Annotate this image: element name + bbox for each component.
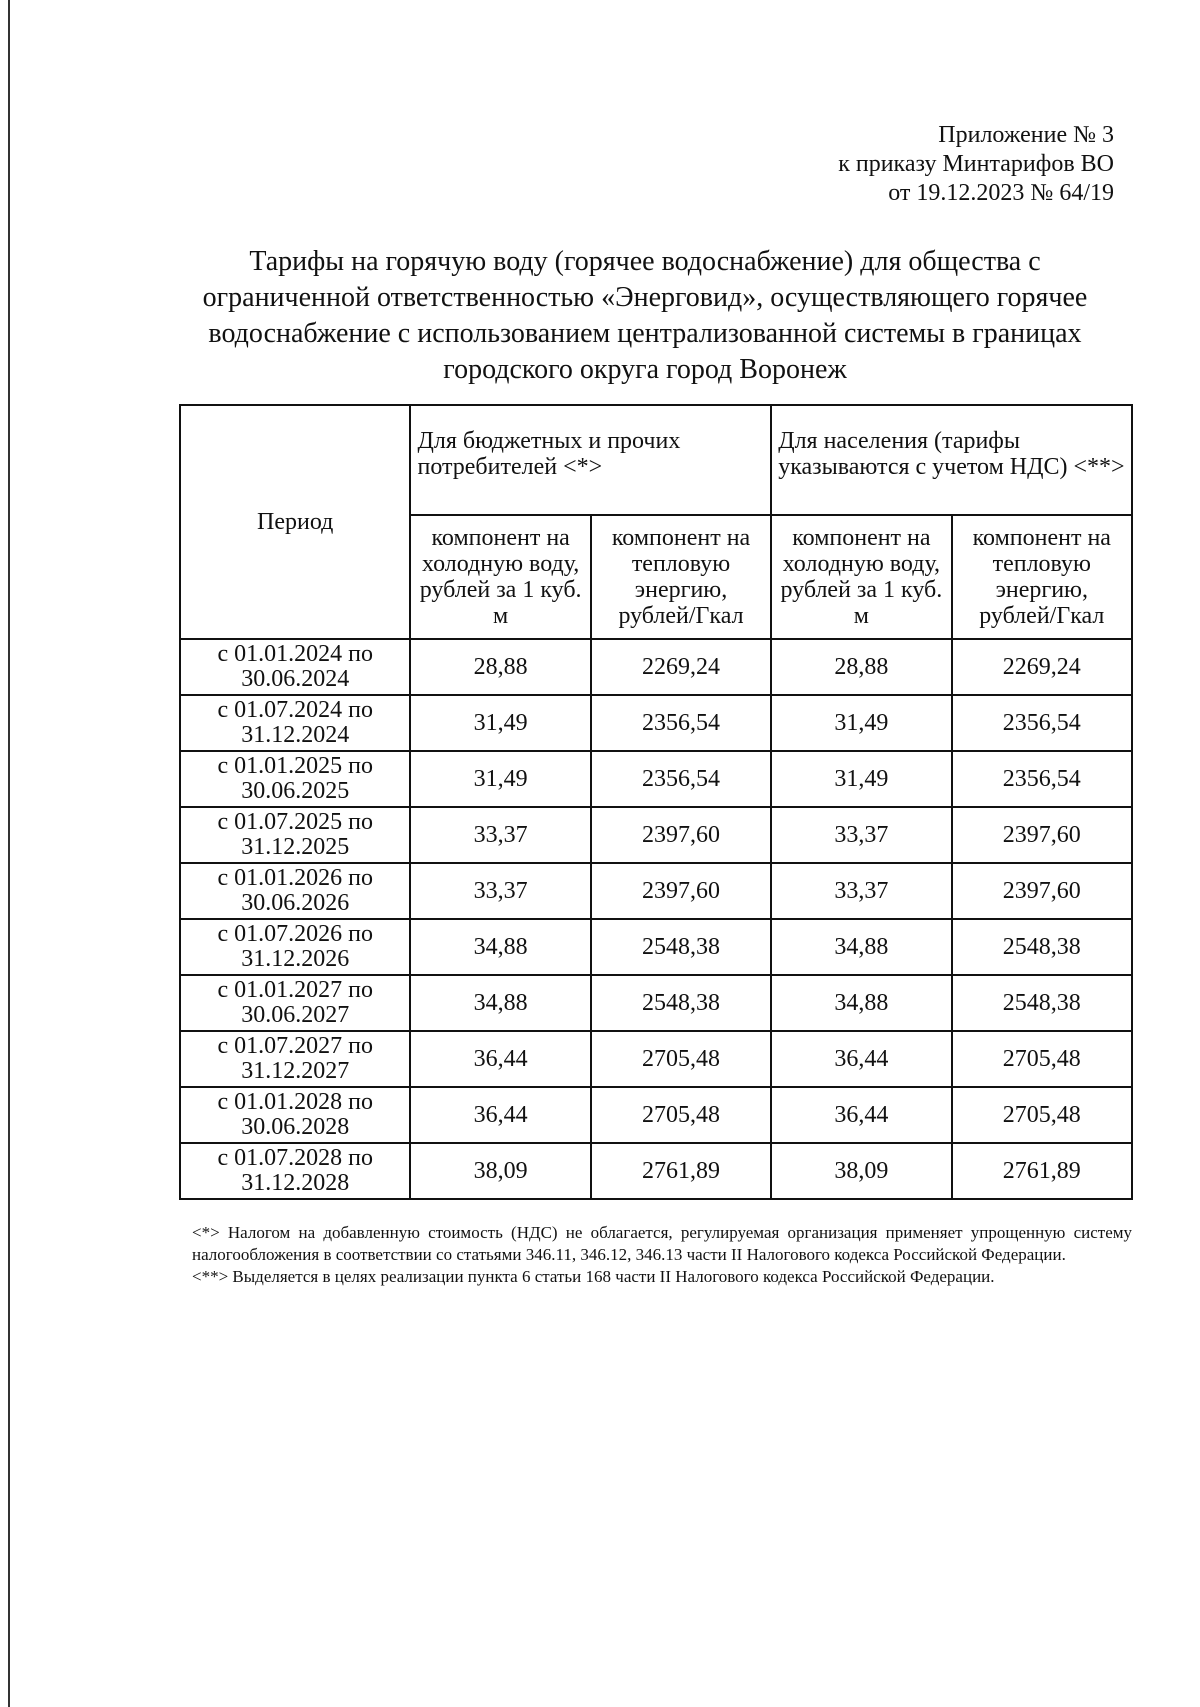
period-cell: с 01.07.2028 по 31.12.2028	[180, 1143, 410, 1199]
table-row	[180, 751, 1132, 807]
budget-cold-value: 33,37	[410, 863, 590, 919]
population-heat-value: 2397,60	[952, 807, 1132, 863]
document-title: Тарифы на горячую воду (горячее водоснабжение) для общества с ограниченной ответственностью «Энерговид», осуществляющего горячее водоснабжение с использованием централизованной системы в границах городского округа город Воронеж	[202, 246, 1088, 385]
period-cell: с 01.01.2024 по 30.06.2024	[180, 639, 410, 695]
appendix-reference	[838, 121, 1114, 208]
tariff-table	[179, 404, 1133, 1200]
budget-consumers-header: Для бюджетных и прочих потребителей <*>	[410, 405, 771, 515]
population-heat-value: 2761,89	[952, 1143, 1132, 1199]
population-heat-value: 2356,54	[952, 751, 1132, 807]
budget-heat-value: 2548,38	[591, 975, 771, 1031]
budget-heat-energy-header: компонент на тепловую энергию, рублей/Гкал	[591, 515, 771, 639]
population-heat-energy-header: компонент на тепловую энергию, рублей/Гкал	[952, 515, 1132, 639]
budget-heat-value: 2269,24	[591, 639, 771, 695]
population-heat-value: 2705,48	[952, 1087, 1132, 1143]
appendix-date: от 19.12.2023 № 64/19	[888, 180, 1114, 206]
population-heat-value: 2548,38	[952, 919, 1132, 975]
budget-heat-value: 2705,48	[591, 1031, 771, 1087]
table-row	[180, 695, 1132, 751]
table-row	[180, 1087, 1132, 1143]
budget-cold-value: 31,49	[410, 751, 590, 807]
budget-heat-value: 2397,60	[591, 807, 771, 863]
population-heat-value: 2705,48	[952, 1031, 1132, 1087]
budget-cold-value: 34,88	[410, 975, 590, 1031]
budget-cold-value: 31,49	[410, 695, 590, 751]
scan-edge-line	[8, 0, 10, 1707]
footnotes	[192, 1222, 1132, 1288]
period-cell: с 01.01.2028 по 30.06.2028	[180, 1087, 410, 1143]
budget-heat-value: 2548,38	[591, 919, 771, 975]
period-cell: с 01.07.2026 по 31.12.2026	[180, 919, 410, 975]
table-row	[180, 807, 1132, 863]
period-cell: с 01.07.2025 по 31.12.2025	[180, 807, 410, 863]
population-cold-value: 33,37	[771, 807, 951, 863]
population-cold-value: 36,44	[771, 1031, 951, 1087]
population-heat-value: 2548,38	[952, 975, 1132, 1031]
population-cold-value: 33,37	[771, 863, 951, 919]
appendix-number: Приложение № 3	[938, 122, 1114, 148]
population-heat-value: 2397,60	[952, 863, 1132, 919]
budget-cold-value: 36,44	[410, 1087, 590, 1143]
footnote-vat-allocation: <**> Выделяется в целях реализации пункта 6 статьи 168 части II Налогового кодекса Российской Федерации.	[192, 1267, 995, 1286]
appendix-order: к приказу Минтарифов ВО	[838, 151, 1114, 177]
budget-cold-value: 33,37	[410, 807, 590, 863]
budget-heat-value: 2397,60	[591, 863, 771, 919]
population-cold-value: 31,49	[771, 751, 951, 807]
footnote-vat-exempt: <*> Налогом на добавленную стоимость (НДС) не облагается, регулируемая организация применяет упрощенную систему налогообложения в соответствии со статьями 346.11, 346.12, 346.13 части II Налогового кодекса Российской Федерации.	[192, 1223, 1132, 1264]
population-cold-value: 34,88	[771, 919, 951, 975]
table-row	[180, 1031, 1132, 1087]
budget-cold-value: 34,88	[410, 919, 590, 975]
period-cell: с 01.01.2027 по 30.06.2027	[180, 975, 410, 1031]
population-cold-water-header: компонент на холодную воду, рублей за 1 куб. м	[771, 515, 951, 639]
budget-cold-value: 36,44	[410, 1031, 590, 1087]
budget-heat-value: 2356,54	[591, 751, 771, 807]
table-row	[180, 639, 1132, 695]
budget-heat-value: 2356,54	[591, 695, 771, 751]
population-cold-value: 31,49	[771, 695, 951, 751]
budget-cold-value: 28,88	[410, 639, 590, 695]
period-cell: с 01.01.2026 по 30.06.2026	[180, 863, 410, 919]
budget-cold-value: 38,09	[410, 1143, 590, 1199]
population-cold-value: 36,44	[771, 1087, 951, 1143]
period-header: Период	[180, 405, 410, 639]
period-cell: с 01.07.2024 по 31.12.2024	[180, 695, 410, 751]
population-heat-value: 2269,24	[952, 639, 1132, 695]
budget-heat-value: 2705,48	[591, 1087, 771, 1143]
budget-heat-value: 2761,89	[591, 1143, 771, 1199]
budget-cold-water-header: компонент на холодную воду, рублей за 1 куб. м	[410, 515, 590, 639]
population-cold-value: 38,09	[771, 1143, 951, 1199]
table-row	[180, 1143, 1132, 1199]
population-cold-value: 28,88	[771, 639, 951, 695]
population-header: Для населения (тарифы указываются с учетом НДС) <**>	[771, 405, 1132, 515]
table-row	[180, 919, 1132, 975]
table-row	[180, 975, 1132, 1031]
table-row	[180, 863, 1132, 919]
period-cell: с 01.07.2027 по 31.12.2027	[180, 1031, 410, 1087]
period-cell: с 01.01.2025 по 30.06.2025	[180, 751, 410, 807]
population-heat-value: 2356,54	[952, 695, 1132, 751]
population-cold-value: 34,88	[771, 975, 951, 1031]
